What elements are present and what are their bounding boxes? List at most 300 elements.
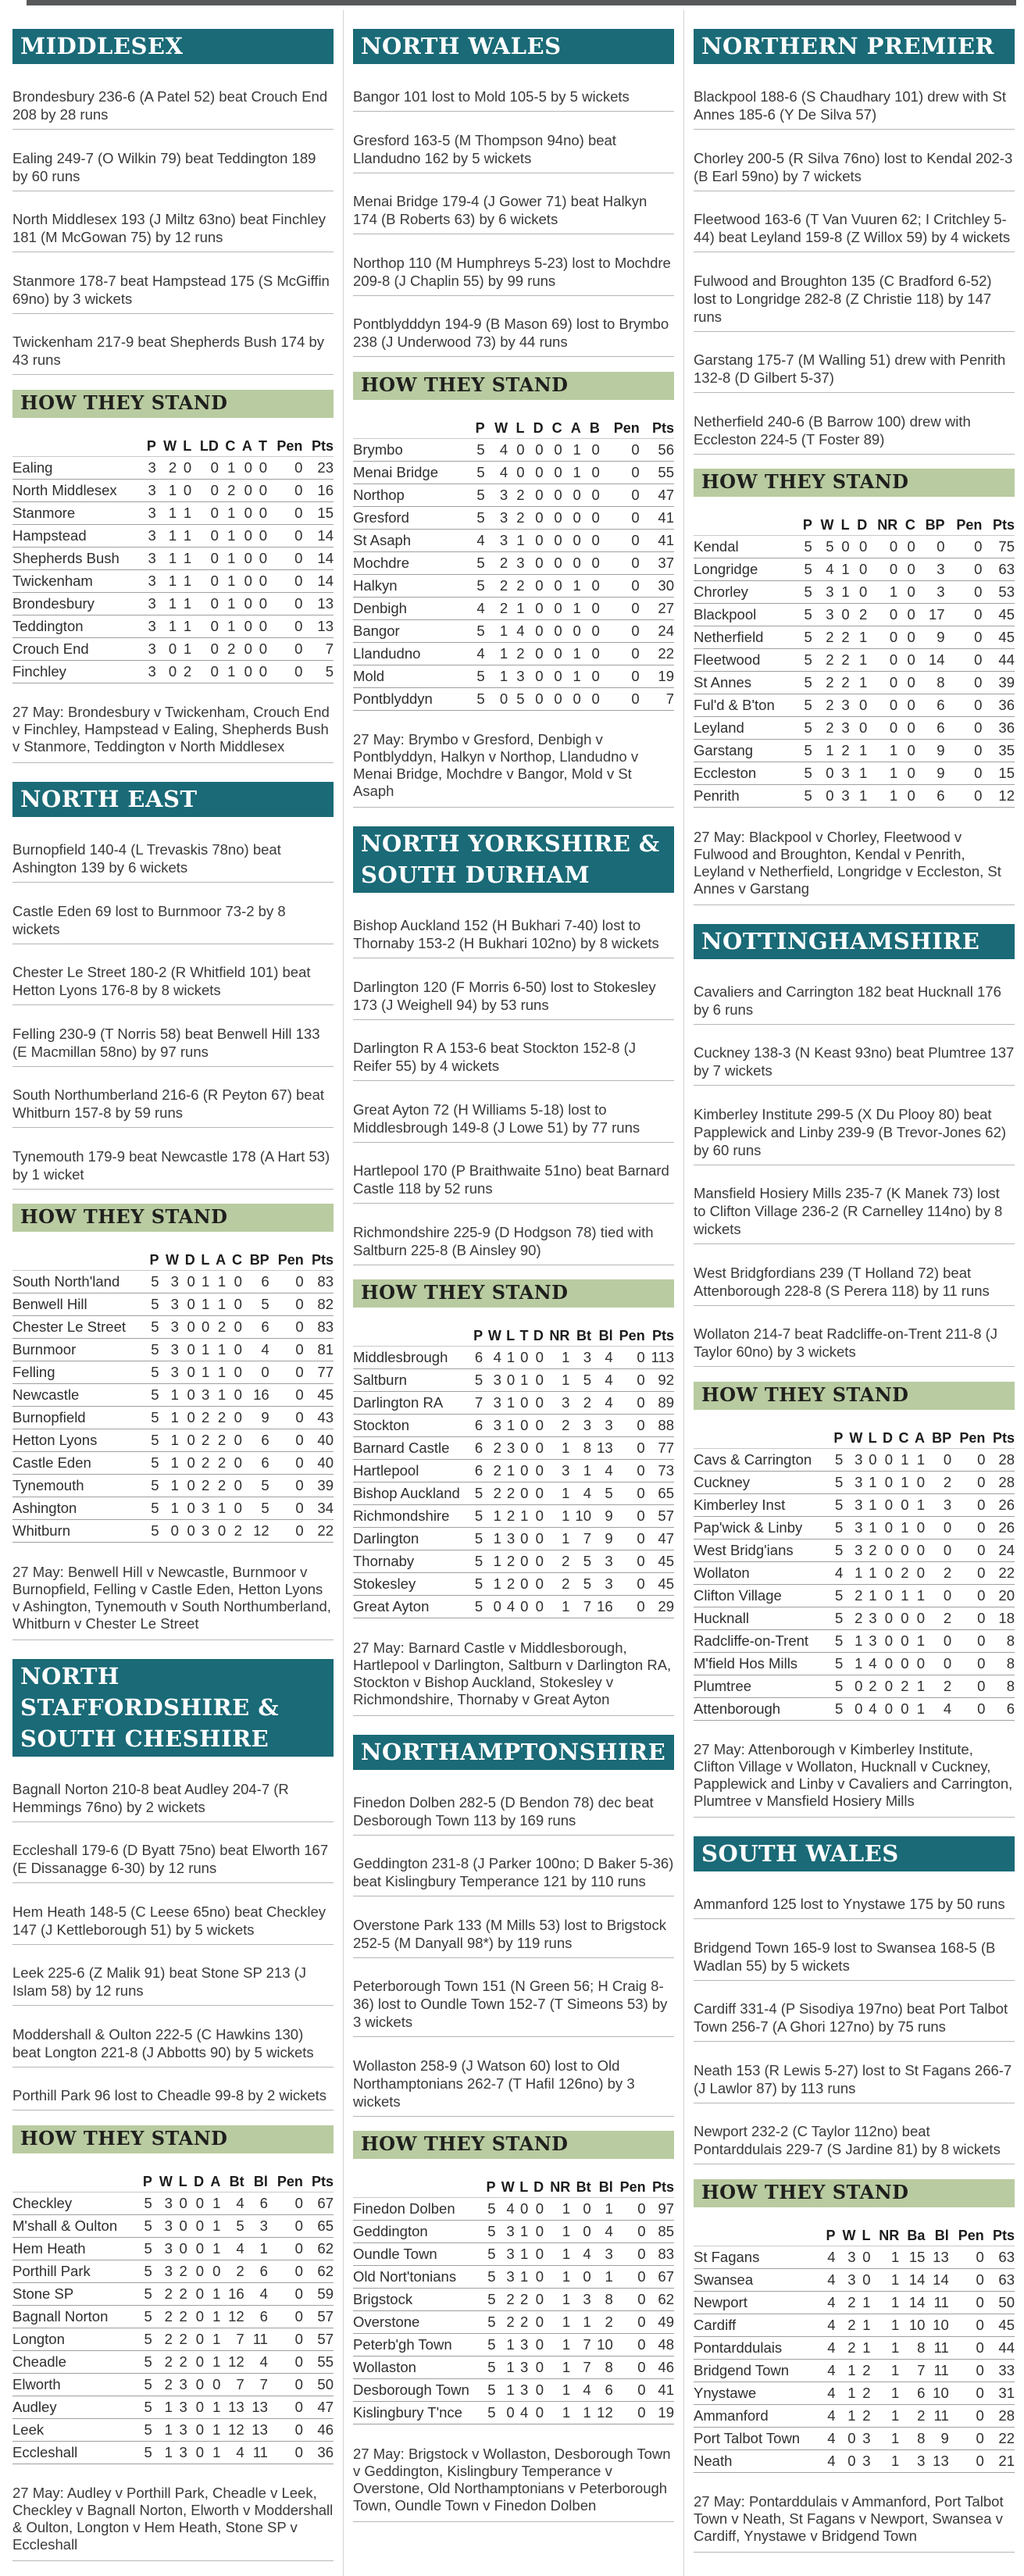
table-row [12, 615, 334, 637]
stat-cell: 5 [487, 2404, 496, 2421]
stat-cell: 0 [977, 1586, 986, 1604]
column-header: Pts [992, 517, 1015, 533]
stat-cell: 0 [573, 554, 581, 571]
stat-cell: 0 [294, 572, 303, 589]
column-divider [683, 10, 684, 2576]
stat-cell: 4 [869, 1700, 877, 1717]
stat-cell: 11 [933, 2293, 949, 2310]
stat-cell: 11 [252, 2443, 268, 2460]
column-header: Bl [598, 2179, 613, 2196]
stat-cell: 5 [835, 1609, 844, 1626]
stat-cell: 41 [658, 531, 674, 548]
stat-cell: 1 [212, 2307, 221, 2324]
stat-cell: 0 [573, 486, 581, 503]
stat-cell: 7 [583, 1530, 591, 1547]
stat-cell: 0 [591, 599, 600, 616]
section-north-east [12, 782, 334, 1640]
stat-cell: 0 [183, 481, 192, 498]
stat-cell: 5 [835, 1541, 844, 1558]
stat-cell: 0 [195, 2421, 205, 2438]
stat-cell: 4 [236, 2239, 244, 2257]
league-columns [12, 10, 1016, 2576]
stat-cell: 0 [295, 1454, 304, 1472]
stat-cell: 8 [1006, 1654, 1015, 1672]
stat-cell: 4 [259, 2353, 268, 2370]
standings-table [12, 437, 334, 683]
stat-cell: 0 [259, 504, 267, 521]
standings-table-body [353, 438, 674, 710]
result-item: Chester Le Street 180-2 (R Whitfield 101) beat Hetton Lyons 176-8 by 8 wickets [12, 958, 334, 1005]
column-header: Pen [958, 2227, 984, 2243]
stat-cell: 5 [804, 629, 812, 646]
stat-cell: 4 [516, 622, 525, 639]
stat-cell: 2 [164, 2353, 173, 2370]
section-header: MIDDLESEX [12, 29, 334, 64]
result-item: Ammanford 125 lost to Ynystawe 175 by 50 runs [694, 1890, 1015, 1919]
team-name: Pontblyddyn [353, 690, 433, 707]
team-name: Checkley [12, 2194, 73, 2211]
team-name: Cardiff [694, 2316, 737, 2333]
section-northamptonshire [353, 1735, 674, 2522]
stat-cell: 0 [907, 697, 915, 714]
stat-cell: 1 [506, 2336, 515, 2353]
column-header: P [473, 1328, 483, 1344]
column-header: NR [549, 1328, 570, 1344]
team-name: Kislingbury T'nce [353, 2404, 462, 2421]
stat-cell: 55 [317, 2353, 334, 2370]
stat-cell: 1 [847, 2407, 856, 2424]
standings-table-body [353, 2198, 674, 2424]
stat-cell: 0 [259, 481, 267, 498]
column-header: L [516, 419, 525, 436]
stat-cell: 3 [583, 1349, 591, 1366]
stat-cell: 5 [144, 2239, 152, 2257]
stat-cell: 3 [855, 1473, 863, 1490]
stat-cell: 10 [597, 2336, 613, 2353]
stat-cell: 0 [295, 1364, 304, 1381]
stat-cell: 0 [520, 1598, 529, 1615]
standings-table-head [694, 1429, 1015, 1449]
stat-cell: 0 [591, 486, 600, 503]
team-name: Tynemouth [12, 1477, 84, 1494]
stat-cell: 2 [862, 2361, 871, 2378]
table-row [353, 2311, 674, 2334]
stat-cell: 3 [148, 526, 156, 544]
stat-cell: 6 [1006, 1700, 1015, 1717]
stat-cell: 0 [259, 594, 267, 612]
stat-cell: 1 [605, 2268, 613, 2285]
column-header: Pts [311, 437, 334, 454]
stat-cell: 17 [929, 606, 945, 623]
table-row [353, 1437, 674, 1460]
stat-cell: 0 [234, 1432, 242, 1449]
stat-cell: 62 [317, 2262, 334, 2279]
stat-cell: 0 [976, 2429, 984, 2446]
team-column-header [353, 1326, 469, 1347]
stat-cell: 3 [937, 561, 945, 578]
stat-cell: 3 [937, 583, 945, 601]
standings-table [353, 2178, 674, 2424]
team-name: Garstang [694, 742, 754, 759]
header-row [12, 2172, 334, 2192]
stat-cell: 2 [236, 2262, 244, 2279]
stat-cell: 0 [210, 594, 219, 612]
stat-cell: 3 [841, 719, 850, 737]
result-item: Darlington 120 (F Morris 6-50) lost to Stokesley 173 (J Weighell 94) by 53 runs [353, 973, 674, 1020]
column-header: D [184, 1252, 195, 1268]
column-header: A [914, 1429, 925, 1446]
table-row [12, 1316, 334, 1339]
result-item: Neath 153 (R Lewis 5-27) lost to St Fagans 266-7 (J Lawlor 87) by 113 runs [694, 2057, 1015, 2103]
stat-cell: 1 [499, 667, 508, 684]
stat-cell: 0 [535, 1598, 544, 1615]
stat-cell: 5 [151, 1500, 159, 1517]
stat-cell: 0 [244, 594, 252, 612]
stat-cell: 0 [637, 2404, 646, 2421]
stat-cell: 0 [210, 504, 219, 521]
stat-cell: 2 [499, 599, 508, 616]
stat-cell: 2 [562, 1575, 570, 1593]
result-item: Netherfield 240-6 (B Barrow 100) drew with Eccleston 224-5 (T Foster 89) [694, 408, 1015, 455]
table-row [12, 1497, 334, 1520]
stat-cell: 2 [202, 1432, 210, 1449]
stat-cell: 0 [294, 2262, 303, 2279]
stat-cell: 0 [535, 576, 544, 594]
stat-cell: 1 [889, 742, 898, 759]
stat-cell: 8 [605, 2359, 613, 2376]
stat-cell: 1 [164, 2398, 173, 2415]
result-item: Blackpool 188-6 (S Chaudhary 101) drew with St Annes 185-6 (Y De Silva 57) [694, 83, 1015, 130]
column-header: NR [877, 517, 898, 533]
stat-cell: 0 [187, 1522, 195, 1540]
stat-cell: 0 [907, 651, 915, 669]
section-header: NORTH WALES [353, 29, 674, 64]
stat-cell: 21 [998, 2452, 1015, 2469]
column-header: L [178, 2173, 187, 2189]
standings-table-head [12, 1251, 334, 1271]
team-name: Cavs & Carrington [694, 1450, 812, 1468]
stat-cell: 1 [573, 441, 581, 458]
stat-cell: 4 [605, 2223, 613, 2240]
stat-cell: 0 [889, 651, 898, 669]
team-name: Chester Le Street [12, 1318, 126, 1336]
stat-cell: 53 [998, 583, 1015, 601]
stat-cell: 1 [520, 1507, 529, 1525]
section-nottinghamshire [694, 924, 1015, 1818]
stat-cell: 0 [631, 486, 640, 503]
standings-table-head [353, 2178, 674, 2198]
result-item: South Northumberland 216-6 (R Peyton 67) beat Whitburn 157-8 by 59 runs [12, 1081, 334, 1128]
column-header: C [225, 437, 236, 454]
stat-cell: 0 [294, 481, 303, 498]
stat-cell: 1 [183, 594, 192, 612]
stat-cell: 0 [535, 1417, 544, 1434]
stat-cell: 5 [144, 2443, 152, 2460]
stat-cell: 4 [583, 2246, 591, 2263]
stat-cell: 1 [170, 1477, 179, 1494]
stat-cell: 0 [974, 606, 983, 623]
table-row [12, 1407, 334, 1429]
stat-cell: 45 [317, 1386, 334, 1404]
stat-cell: 5 [487, 2291, 496, 2308]
stat-cell: 0 [901, 1632, 909, 1649]
table-row [694, 2449, 1015, 2472]
team-name: Castle Eden [12, 1454, 91, 1472]
stat-cell: 3 [520, 2359, 529, 2376]
stat-cell: 3 [506, 2268, 515, 2285]
team-name: Bridgend Town [694, 2361, 790, 2378]
stat-cell: 0 [294, 2421, 303, 2438]
column-header: Bt [576, 2179, 591, 2196]
stat-cell: 0 [295, 1477, 304, 1494]
stat-cell: 5 [476, 622, 485, 639]
table-row [353, 2243, 674, 2266]
stat-cell: 10 [575, 1507, 591, 1525]
stat-cell: 3 [841, 765, 850, 782]
stat-cell: 14 [908, 2293, 926, 2310]
stat-cell: 0 [583, 2223, 591, 2240]
column-header: Pen [277, 1252, 304, 1268]
stat-cell: 1 [862, 2316, 871, 2333]
stat-cell: 0 [974, 719, 983, 737]
stat-cell: 0 [535, 2223, 544, 2240]
team-name: Port Talbot Town [694, 2429, 801, 2446]
team-name: Darlington [353, 1530, 419, 1547]
stat-cell: 0 [977, 1450, 986, 1468]
table-row [353, 1482, 674, 1505]
stat-cell: 1 [227, 458, 236, 476]
stat-cell: 3 [179, 2398, 187, 2415]
stat-cell: 48 [658, 2336, 674, 2353]
stat-cell: 0 [244, 640, 252, 657]
table-row [694, 649, 1015, 672]
result-item: Tynemouth 179-9 beat Newcastle 178 (A Hart 53) by 1 wicket [12, 1143, 334, 1190]
header-row [353, 2178, 674, 2198]
stat-cell: 0 [535, 2291, 544, 2308]
stat-cell: 1 [217, 1341, 227, 1358]
stat-cell: 22 [317, 1522, 334, 1540]
stat-cell: 0 [520, 1417, 529, 1434]
stat-cell: 0 [977, 1609, 986, 1626]
result-item: Cavaliers and Carrington 182 beat Hucknall 176 by 6 runs [694, 978, 1015, 1025]
stat-cell: 0 [943, 1450, 952, 1468]
stat-cell: 0 [889, 629, 898, 646]
stat-cell: 15 [998, 765, 1015, 782]
stat-cell: 0 [535, 463, 544, 480]
stat-cell: 0 [195, 2285, 205, 2302]
team-name: Netherfield [694, 629, 764, 646]
column-header: BP [249, 1252, 269, 1268]
stat-cell: 0 [554, 486, 562, 503]
column-header: P [486, 2179, 496, 2196]
stat-cell: 1 [562, 2382, 571, 2399]
stat-cell: 30 [658, 576, 674, 594]
stat-cell: 0 [976, 2271, 984, 2288]
stat-cell: 5 [151, 1341, 159, 1358]
table-row [694, 1675, 1015, 1697]
result-item: Darlington R A 153-6 beat Stockton 152-8 (J Reifer 55) by 4 wickets [353, 1034, 674, 1081]
stat-cell: 1 [583, 2314, 591, 2331]
stat-cell: 44 [998, 651, 1015, 669]
stat-cell: 0 [943, 1654, 952, 1672]
stat-cell: 2 [943, 1609, 952, 1626]
stat-cell: 1 [562, 1485, 570, 1502]
stat-cell: 1 [916, 1450, 925, 1468]
stat-cell: 0 [554, 531, 562, 548]
table-row [694, 740, 1015, 762]
team-column-header [12, 2172, 137, 2192]
stat-cell: 0 [573, 508, 581, 526]
stat-cell: 12 [998, 787, 1015, 805]
stat-cell: 0 [234, 1500, 242, 1517]
stat-cell: 2 [943, 1677, 952, 1694]
stat-cell: 0 [977, 1541, 986, 1558]
stat-cell: 4 [826, 561, 834, 578]
stat-cell: 5 [476, 463, 485, 480]
stat-cell: 0 [591, 690, 600, 707]
stat-cell: 41 [658, 508, 674, 526]
stat-cell: 0 [187, 1273, 195, 1290]
stat-cell: 5 [144, 2330, 152, 2347]
stat-cell: 0 [884, 1700, 894, 1717]
stat-cell: 0 [631, 576, 640, 594]
team-name: Stanmore [12, 504, 76, 521]
stat-cell: 3 [841, 787, 850, 805]
stat-cell: 1 [168, 504, 177, 521]
stat-cell: 0 [535, 2382, 544, 2399]
stat-cell: 4 [827, 2271, 836, 2288]
stat-cell: 0 [294, 2239, 303, 2257]
stat-cell: 1 [890, 2407, 900, 2424]
stat-cell: 6 [259, 2307, 268, 2324]
stat-cell: 3 [862, 2452, 871, 2469]
standings-table-body [12, 1271, 334, 1543]
stat-cell: 0 [631, 622, 640, 639]
table-row [353, 483, 674, 506]
stat-cell: 0 [884, 1450, 894, 1468]
stat-cell: 2 [493, 1440, 501, 1457]
stat-cell: 36 [998, 719, 1015, 737]
stat-cell: 0 [294, 2194, 303, 2211]
stat-cell: 0 [884, 1609, 894, 1626]
stat-cell: 2 [217, 1318, 227, 1336]
stat-cell: 2 [841, 742, 850, 759]
stat-cell: 19 [658, 2404, 674, 2421]
stat-cell: 47 [317, 2398, 334, 2415]
stat-cell: 0 [295, 1522, 304, 1540]
stat-cell: 1 [890, 2452, 900, 2469]
stat-cell: 0 [862, 2248, 871, 2265]
stat-cell: 1 [217, 1500, 227, 1517]
stat-cell: 1 [562, 2268, 571, 2285]
team-name: Bishop Auckland [353, 1485, 460, 1502]
stat-cell: 2 [164, 2330, 173, 2347]
table-row [694, 762, 1015, 785]
team-name: Hem Heath [12, 2239, 86, 2257]
team-name: Stockton [353, 1417, 409, 1434]
stat-cell: 4 [827, 2293, 836, 2310]
stat-cell: 0 [907, 742, 915, 759]
stat-cell: 0 [907, 787, 915, 805]
stat-cell: 1 [562, 2336, 571, 2353]
column-header: L [868, 1429, 877, 1446]
stat-cell: 1 [901, 1450, 909, 1468]
stat-cell: 0 [901, 1700, 909, 1717]
stat-cell: 0 [907, 583, 915, 601]
stat-cell: 0 [573, 622, 581, 639]
stat-cell: 0 [493, 1598, 501, 1615]
team-column-header [353, 419, 467, 439]
team-name: St Asaph [353, 531, 412, 548]
stat-cell: 2 [855, 1609, 863, 1626]
stat-cell: 0 [195, 2194, 205, 2211]
stat-cell: 1 [562, 2246, 571, 2263]
stat-cell: 1 [869, 1586, 877, 1604]
stat-cell: 15 [908, 2248, 926, 2265]
stat-cell: 5 [474, 1485, 483, 1502]
stat-cell: 3 [179, 2443, 187, 2460]
stat-cell: 0 [259, 549, 267, 566]
team-name: Twickenham [12, 572, 93, 589]
result-item: Wollaton 214-7 beat Radcliffe-on-Trent 211-8 (J Taylor 60no) by 3 wickets [694, 1320, 1015, 1367]
table-row [694, 1448, 1015, 1471]
stat-cell: 4 [261, 1341, 269, 1358]
stat-cell: 3 [170, 1341, 179, 1358]
team-name: Neath [694, 2452, 733, 2469]
result-item: Finedon Dolben 282-5 (D Bendon 78) dec beat Desborough Town 113 by 169 runs [353, 1789, 674, 1836]
stat-cell: 1 [164, 2421, 173, 2438]
section-north-wales [353, 29, 674, 808]
stat-cell: 2 [869, 1677, 877, 1694]
stat-cell: 2 [506, 1485, 516, 1502]
stat-cell: 31 [998, 2384, 1015, 2401]
stat-cell: 1 [168, 572, 177, 589]
stat-cell: 3 [855, 1450, 863, 1468]
stat-cell: 3 [170, 1364, 179, 1381]
result-item: Castle Eden 69 lost to Burnmoor 73-2 by 8 wickets [12, 897, 334, 944]
stat-cell: 18 [998, 1609, 1015, 1626]
stat-cell: 0 [535, 2268, 544, 2285]
stat-cell: 1 [858, 629, 868, 646]
stat-cell: 3 [148, 617, 156, 634]
stat-cell: 0 [884, 1564, 894, 1581]
column-header: W [165, 1252, 179, 1268]
stat-cell: 8 [917, 2339, 926, 2356]
stat-cell: 0 [847, 2429, 856, 2446]
stat-cell: 0 [520, 2200, 529, 2217]
stat-cell: 3 [605, 1575, 613, 1593]
stat-cell: 5 [804, 583, 812, 601]
stat-cell: 3 [148, 662, 156, 680]
team-name: Menai Bridge [353, 463, 439, 480]
stat-cell: 0 [244, 572, 252, 589]
stat-cell: 6 [917, 2384, 926, 2401]
stat-cell: 0 [554, 441, 562, 458]
stat-cell: 0 [187, 1296, 195, 1313]
stat-cell: 12 [228, 2307, 244, 2324]
stat-cell: 6 [937, 719, 945, 737]
stat-cell: 6 [261, 1273, 269, 1290]
team-name: Audley [12, 2398, 57, 2415]
stat-cell: 4 [583, 1485, 591, 1502]
stat-cell: 0 [234, 1477, 242, 1494]
stat-cell: 2 [826, 697, 834, 714]
stat-cell: 0 [977, 1564, 986, 1581]
standings-table-head [353, 419, 674, 439]
stat-cell: 10 [933, 2316, 949, 2333]
stat-cell: 0 [907, 538, 915, 555]
column-header: Bt [229, 2173, 244, 2189]
